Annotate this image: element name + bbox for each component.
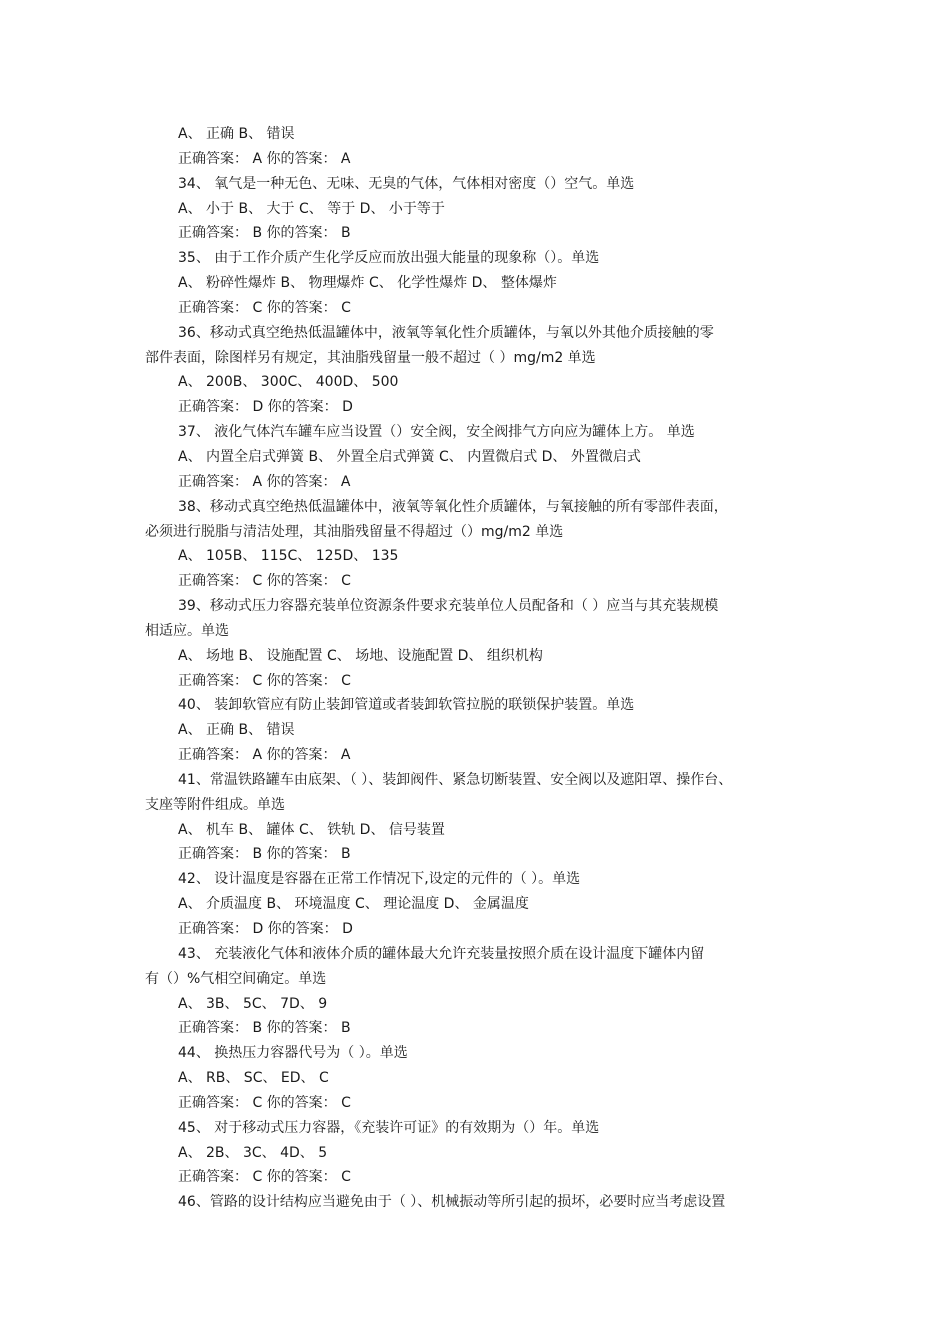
document-body xyxy=(0,122,950,1215)
question-line: 41、常温铁路罐车由底架、（ ）、装卸阀件、紧急切断装置、安全阀以及遮阳罩、操作台、 xyxy=(178,771,733,788)
answer-line: 正确答案： D 你的答案： D xyxy=(178,921,353,937)
question-line: 45、 对于移动式压力容器，《充装许可证》的有效期为（）年。单选 xyxy=(178,1119,600,1136)
question-continuation: 必须进行脱脂与清洁处理，其油脂残留量不得超过（）mg/m2 单选 xyxy=(145,523,564,540)
options-line: A、 内置全启式弹簧 B、 外置全启式弹簧 C、 内置微启式 D、 外置微启式 xyxy=(178,448,641,465)
question-line: 44、 换热压力容器代号为（ ）。单选 xyxy=(178,1045,408,1062)
question-line: 36、移动式真空绝热低温罐体中，液氧等氧化性介质罐体，与氧以外其他介质接触的零 xyxy=(178,324,714,341)
answer-line: 正确答案： B 你的答案： B xyxy=(178,1020,351,1037)
answer-line: 正确答案： C 你的答案： C xyxy=(178,1094,351,1111)
answer-line: 正确答案： B 你的答案： B xyxy=(178,846,351,863)
options-line: A、 200B、 300C、 400D、 500 xyxy=(178,374,399,391)
question-line: 46、管路的设计结构应当避免由于（ ）、机械振动等所引起的损坏，必要时应当考虑设置 xyxy=(178,1194,726,1211)
options-line: A、 正确 B、 错误 xyxy=(178,722,295,739)
options-line: A、 RB、 SC、 ED、 C xyxy=(178,1070,329,1087)
options-line: A、 机车 B、 罐体 C、 铁轨 D、 信号装置 xyxy=(178,821,445,838)
question-continuation: 部件表面，除图样另有规定，其油脂残留量一般不超过（ ）mg/m2 单选 xyxy=(145,349,596,366)
question-line: 40、 装卸软管应有防止装卸管道或者装卸软管拉脱的联锁保护装置。单选 xyxy=(178,697,635,714)
options-line: A、 粉碎性爆炸 B、 物理爆炸 C、 化学性爆炸 D、 整体爆炸 xyxy=(178,275,557,292)
answer-line: 正确答案： C 你的答案： C xyxy=(178,672,351,689)
question-line: 39、移动式压力容器充装单位资源条件要求充装单位人员配备和（ ）应当与其充装规模 xyxy=(178,598,719,615)
answer-line: 正确答案： D 你的答案： D xyxy=(178,399,353,416)
answer-line: 正确答案： C 你的答案： C xyxy=(178,299,351,316)
question-continuation: 有（）%气相空间确定。单选 xyxy=(145,970,327,987)
answer-line: 正确答案： B 你的答案： B xyxy=(178,225,351,242)
question-line: 43、 充装液化气体和液体介质的罐体最大允许充装量按照介质在设计温度下罐体内留 xyxy=(178,945,705,962)
answer-line: 正确答案： C 你的答案： C xyxy=(178,573,351,590)
answer-line: 正确答案： C 你的答案： C xyxy=(178,1169,351,1186)
question-line: 38、移动式真空绝热低温罐体中，液氧等氧化性介质罐体，与氧接触的所有零部件表面， xyxy=(178,498,728,515)
question-continuation: 相适应。单选 xyxy=(145,622,229,639)
options-line: A、 2B、 3C、 4D、 5 xyxy=(178,1144,328,1161)
options-line: A、 3B、 5C、 7D、 9 xyxy=(178,995,328,1012)
question-continuation: 支座等附件组成。单选 xyxy=(145,796,285,813)
options-line: A、 场地 B、 设施配置 C、 场地、设施配置 D、 组织机构 xyxy=(178,647,543,664)
options-line: A、 介质温度 B、 环境温度 C、 理论温度 D、 金属温度 xyxy=(178,896,529,913)
question-line: 37、 液化气体汽车罐车应当设置（）安全阀，安全阀排气方向应为罐体上方。 单选 xyxy=(178,424,695,441)
answer-line: 正确答案： A 你的答案： A xyxy=(178,747,351,764)
answer-line: 正确答案： A 你的答案： A xyxy=(178,150,351,167)
answer-line: 正确答案： A 你的答案： A xyxy=(178,473,351,490)
question-line: 34、 氧气是一种无色、无味、无臭的气体，气体相对密度（）空气。单选 xyxy=(178,175,635,192)
question-line: 42、 设计温度是容器在正常工作情况下,设定的元件的（ ）。单选 xyxy=(178,871,581,888)
question-line: 35、 由于工作介质产生化学反应而放出强大能量的现象称（）。单选 xyxy=(178,250,600,267)
options-line: A、 105B、 115C、 125D、 135 xyxy=(178,548,399,565)
options-line: A、 正确 B、 错误 xyxy=(178,126,295,142)
options-line: A、 小于 B、 大于 C、 等于 D、 小于等于 xyxy=(178,200,445,217)
